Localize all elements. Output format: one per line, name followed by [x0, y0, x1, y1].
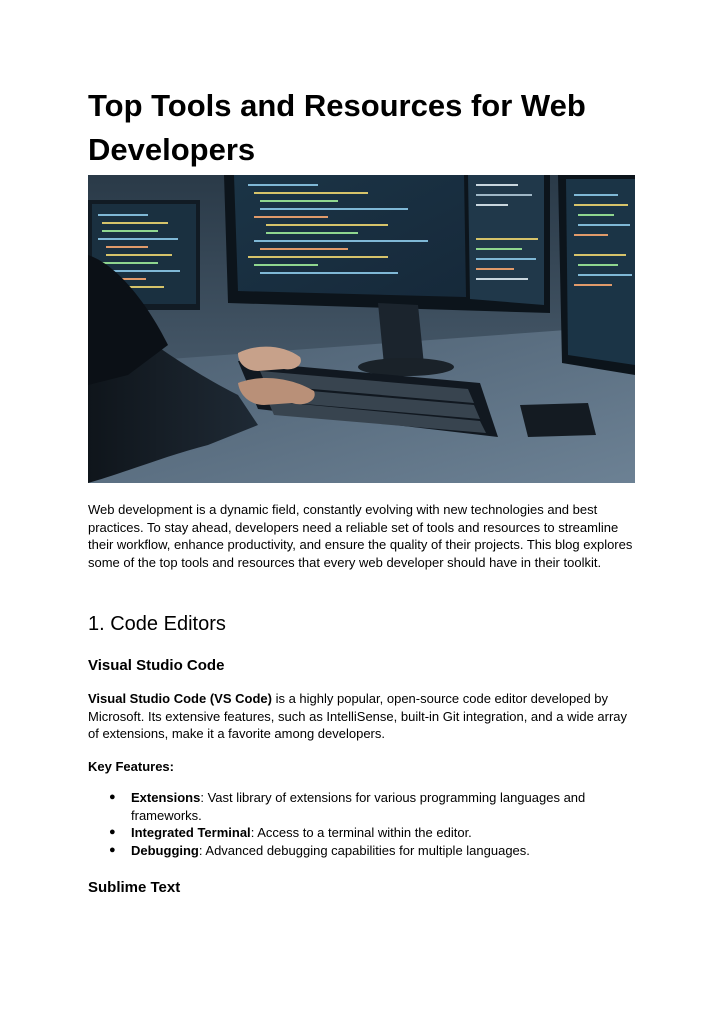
list-item [88, 842, 638, 860]
hero-image-developer-coding [88, 175, 635, 483]
feature-name: Extensions [131, 790, 201, 805]
list-item [88, 789, 638, 824]
feature-desc: : Vast library of extensions for various programming languages and frameworks. [131, 790, 586, 823]
vscode-feature-list [88, 789, 638, 859]
subheading-sublime-text: Sublime Text [88, 879, 181, 896]
key-features-label: Key Features: [88, 759, 174, 774]
bullet-icon: ● [109, 843, 116, 856]
section-heading-code-editors: 1. Code Editors [88, 613, 226, 635]
feature-name: Debugging [131, 842, 199, 858]
bullet-icon: ● [109, 826, 116, 839]
feature-desc: : Access to a terminal within the editor. [250, 825, 472, 841]
feature-desc: : Advanced debugging capabilities for multiple languages. [198, 842, 530, 858]
feature-name: Integrated Terminal [131, 825, 251, 841]
vscode-lead-bold: Visual Studio Code (VS Code) [88, 691, 272, 706]
bullet-icon: ● [109, 791, 116, 803]
intro-paragraph: Web development is a dynamic field, constantly evolving with new technologies and best practices. To stay ahead, developers need a reliable set of tools and resources to streamline their workflow, enhance productivity, and ensure the quality of their projects. This blog explores some of the top tools and resources that every web developer should have in their toolkit. [88, 502, 633, 570]
subheading-visual-studio-code: Visual Studio Code [88, 657, 225, 674]
vscode-description-paragraph [88, 690, 638, 743]
vscode-lead-text: is a highly popular, open-source code editor developed by Microsoft. Its extensive features, such as IntelliSense, built-in Git integration, and a wide array of extensions, make it a favorite among developers. [88, 691, 628, 742]
list-item [88, 824, 638, 842]
page-title: Top Tools and Resources for Web Developers [88, 88, 586, 167]
